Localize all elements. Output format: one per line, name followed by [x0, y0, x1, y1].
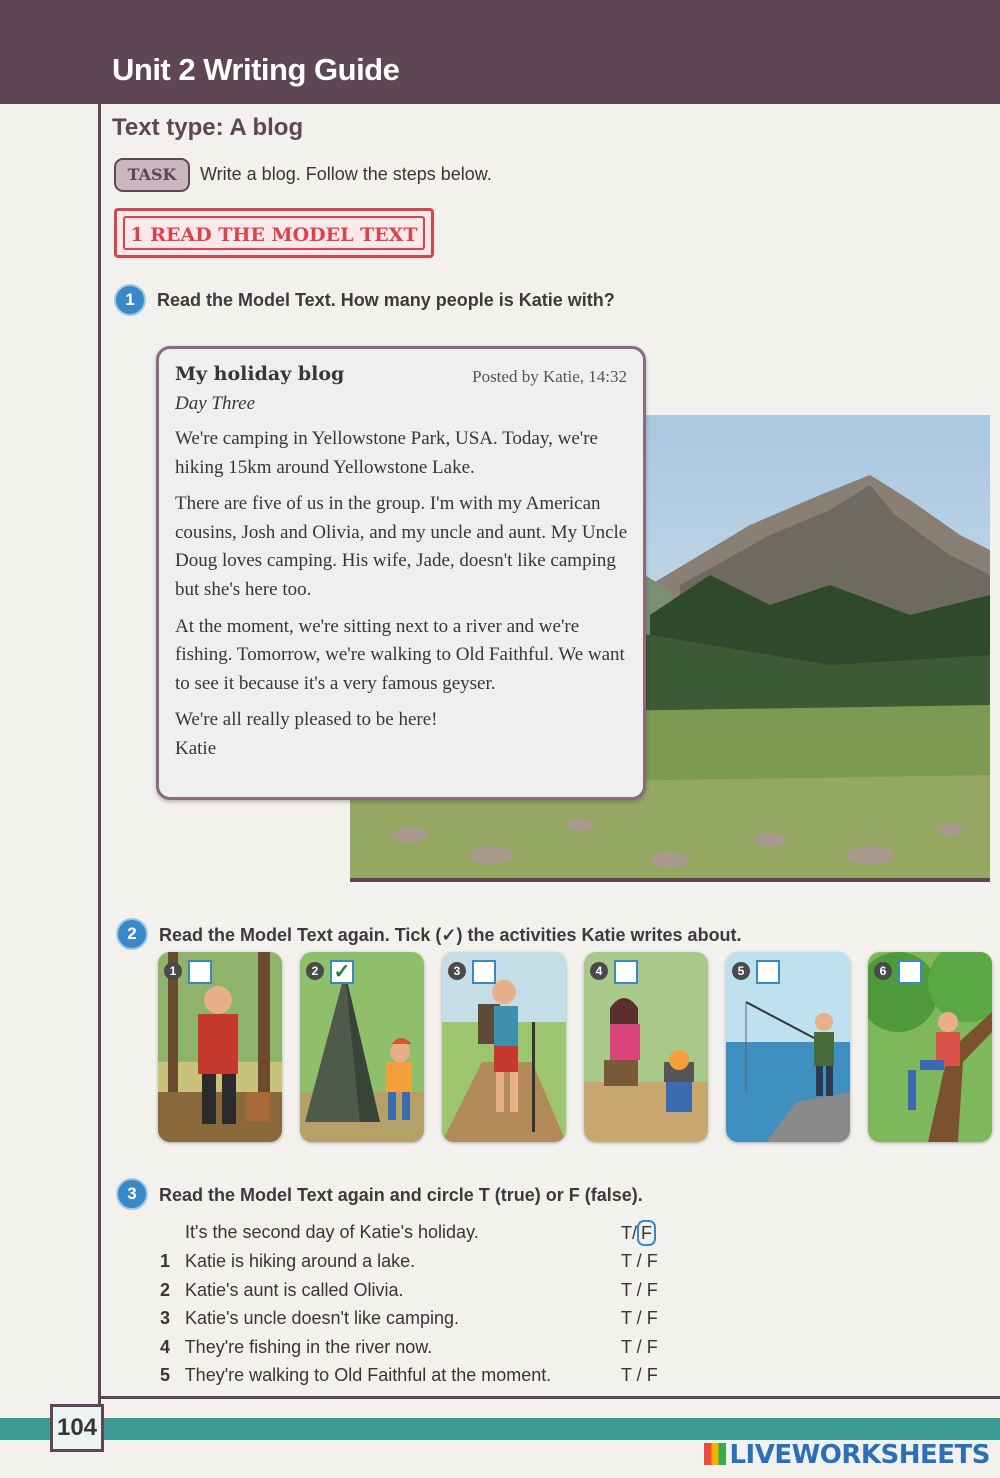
- activity-checkbox-4[interactable]: [614, 960, 638, 984]
- option-separator: /: [632, 1223, 638, 1243]
- pitching-tent-illustration-icon: [300, 952, 424, 1142]
- activity-checkbox-1[interactable]: [188, 960, 212, 984]
- blog-paragraph: We're camping in Yellowstone Park, USA. Today, we're hiking 15km around Yellowstone Lake.: [175, 428, 598, 478]
- activity-number: 1: [164, 962, 182, 980]
- true-option[interactable]: T: [621, 1337, 632, 1357]
- activity-card-1: [158, 952, 282, 1142]
- statement-number: 1: [160, 1251, 171, 1271]
- blog-title: My holiday blog: [175, 363, 345, 385]
- false-option[interactable]: F: [646, 1365, 658, 1385]
- false-option[interactable]: F: [646, 1280, 658, 1300]
- activity-card-4: [584, 952, 708, 1142]
- statement-5-options: [621, 1365, 658, 1386]
- option-separator: /: [631, 1280, 647, 1300]
- option-separator: /: [631, 1251, 647, 1271]
- statement-3-options: [621, 1308, 658, 1329]
- climbing-tree-illustration-icon: [868, 952, 992, 1142]
- statement-example: [160, 1222, 479, 1243]
- statement-example-options: [621, 1220, 656, 1246]
- blog-paragraph: We're all really pleased to be here!: [175, 709, 438, 731]
- statement-text: They're fishing in the river now.: [184, 1337, 433, 1357]
- blog-signature: Katie: [175, 737, 217, 759]
- true-option[interactable]: T: [621, 1251, 632, 1271]
- activity-card-3: [442, 952, 566, 1142]
- activities-row: [158, 952, 1000, 1144]
- statement-text: Katie's uncle doesn't like camping.: [185, 1308, 460, 1328]
- question-1-text: Read the Model Text. How many people is Katie with?: [157, 290, 615, 310]
- option-separator: /: [631, 1365, 647, 1385]
- unit-title: Unit 2 Writing Guide: [112, 52, 400, 87]
- left-border-rule: [98, 104, 101, 1404]
- statement-4-options: [621, 1337, 658, 1358]
- blog-day: Day Three: [175, 393, 256, 414]
- true-option[interactable]: T: [621, 1280, 632, 1300]
- true-option[interactable]: T: [621, 1308, 632, 1328]
- statement-3: [160, 1308, 459, 1329]
- statement-text: It's the second day of Katie's holiday.: [185, 1222, 479, 1242]
- statement-4: [160, 1337, 432, 1358]
- bottom-border-rule: [98, 1396, 1000, 1399]
- read-model-text-stamp: [114, 208, 434, 258]
- statement-text: They're walking to Old Faithful at the moment.: [184, 1365, 552, 1385]
- statement-5: [160, 1365, 551, 1386]
- activity-number: 2: [306, 962, 324, 980]
- blog-posted-by: Posted by Katie, 14:32: [472, 367, 627, 386]
- activity-card-2: [300, 952, 424, 1142]
- question-2-number: 2: [116, 918, 148, 950]
- blog-paragraph: At the moment, we're sitting next to a river and we're fishing. Tomorrow, we're walking to Old Faithful. We want to see it because it's a very famous geyser.: [175, 615, 625, 694]
- statement-2: [160, 1280, 404, 1301]
- activity-card-6: [868, 952, 992, 1142]
- task-badge: TASK: [114, 158, 190, 192]
- statement-text: Katie's aunt is called Olivia.: [185, 1280, 404, 1300]
- question-2-text: Read the Model Text again. Tick (✓) the activities Katie writes about.: [159, 925, 742, 945]
- question-3-text: Read the Model Text again and circle T (true) or F (false).: [159, 1185, 643, 1205]
- false-option[interactable]: F: [646, 1308, 658, 1328]
- false-option[interactable]: F: [646, 1251, 658, 1271]
- chopping-wood-illustration-icon: [158, 952, 282, 1142]
- blog-body: [175, 425, 637, 764]
- task-instruction: Write a blog. Follow the steps below.: [200, 164, 492, 184]
- statement-number: 3: [160, 1308, 171, 1328]
- activity-checkbox-5[interactable]: [756, 960, 780, 984]
- false-option-circled[interactable]: F: [637, 1220, 656, 1246]
- statement-1-options: [621, 1251, 658, 1272]
- question-1-number: 1: [114, 284, 146, 316]
- model-text-blog-card: [156, 346, 646, 800]
- activity-number: 4: [590, 962, 608, 980]
- statement-number: 2: [160, 1280, 171, 1300]
- liveworksheets-logo: [704, 1440, 990, 1470]
- statement-text: Katie is hiking around a lake.: [185, 1251, 416, 1271]
- statement-number: 5: [160, 1365, 171, 1385]
- activity-number: 6: [874, 962, 892, 980]
- footer-band: [0, 1418, 1000, 1440]
- activity-number: 3: [448, 962, 466, 980]
- blog-paragraph: There are five of us in the group. I'm with my American cousins, Josh and Olivia, and my uncle and aunt. My Uncle Doug loves camping. His wife, Jade, doesn't like camping but she's here too.: [175, 493, 628, 600]
- hiking-illustration-icon: [442, 952, 566, 1142]
- false-option[interactable]: F: [646, 1337, 658, 1357]
- activity-checkbox-3[interactable]: [472, 960, 496, 984]
- activity-checkbox-6[interactable]: [898, 960, 922, 984]
- true-option[interactable]: T: [621, 1365, 632, 1385]
- statement-1: [160, 1251, 415, 1272]
- option-separator: /: [631, 1337, 647, 1357]
- stamp-label: 1 READ THE MODEL TEXT: [123, 216, 425, 250]
- option-separator: /: [631, 1308, 647, 1328]
- cooking-illustration-icon: [584, 952, 708, 1142]
- watermark-text: LIVEWORKSHEETS: [729, 1440, 990, 1470]
- text-type-heading: Text type: A blog: [112, 114, 304, 141]
- activity-number: 5: [732, 962, 750, 980]
- statement-number: 4: [160, 1337, 171, 1357]
- question-3-number: 3: [116, 1178, 148, 1210]
- true-option[interactable]: T: [621, 1223, 632, 1243]
- page-number: 104: [50, 1404, 104, 1452]
- statement-2-options: [621, 1280, 658, 1301]
- fishing-illustration-icon: [726, 952, 850, 1142]
- activity-card-5: [726, 952, 850, 1142]
- liveworksheets-mark-icon: [704, 1443, 726, 1465]
- activity-checkbox-2[interactable]: ✓: [330, 960, 354, 984]
